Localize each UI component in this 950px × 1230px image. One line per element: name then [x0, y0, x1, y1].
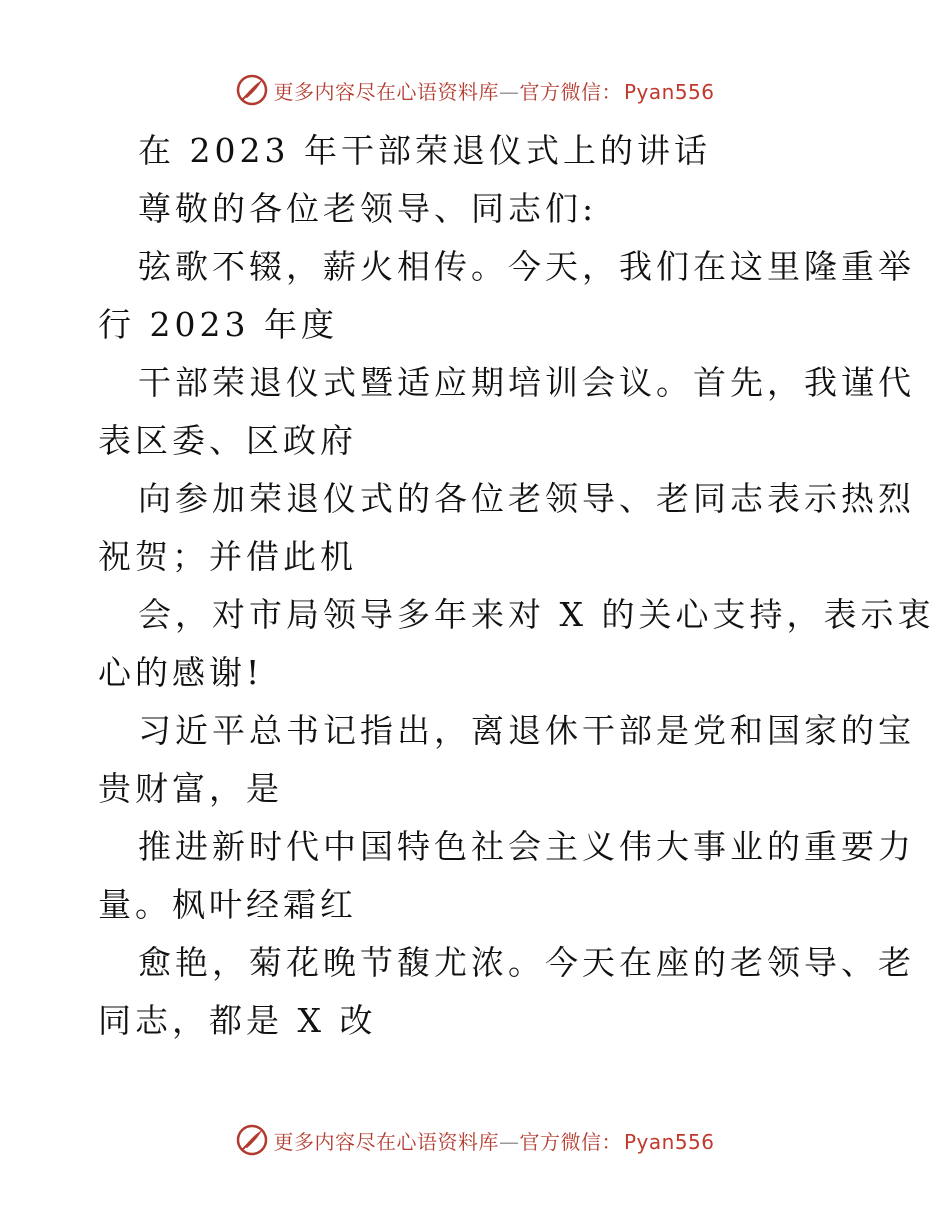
- text-line: 心的感谢!: [98, 653, 264, 692]
- salutation: 尊敬的各位老领导、同志们:: [138, 189, 598, 228]
- document-body: [98, 122, 935, 1050]
- text-line: 愈艳，菊花晚节馥尤浓。今天在座的老领导、老: [138, 943, 915, 982]
- watermark-official: 官方微信：: [519, 79, 622, 104]
- text-line: 会，对市局领导多年来对 X 的关心支持，表示衷: [138, 595, 935, 634]
- text-line: 同志，都是 X 改: [98, 1001, 377, 1040]
- header-watermark: [0, 70, 950, 110]
- text-line: 推进新时代中国特色社会主义伟大事业的重要力: [138, 827, 915, 866]
- text-line: 表区委、区政府: [98, 421, 357, 460]
- text-line: 量。枫叶经霜红: [98, 885, 357, 924]
- quill-pen-seal-icon: [235, 1123, 269, 1157]
- text-line: 贵财富，是: [98, 769, 283, 808]
- text-line: 习近平总书记指出，离退休干部是党和国家的宝: [138, 711, 915, 750]
- text-line: 干部荣退仪式暨适应期培训会议。首先，我谨代: [138, 363, 915, 402]
- watermark-dash: —: [498, 79, 520, 104]
- text-line: 弦歌不辍，薪火相传。今天，我们在这里隆重举: [138, 247, 915, 286]
- watermark-official: 官方微信：: [519, 1129, 622, 1154]
- watermark-wechat-id: Pyan556: [623, 79, 715, 104]
- footer-watermark: [0, 1120, 950, 1160]
- text-line: 祝贺；并借此机: [98, 537, 357, 576]
- document-title: 在 2023 年干部荣退仪式上的讲话: [138, 131, 711, 170]
- text-line: 行 2023 年度: [98, 305, 338, 344]
- watermark-text: [273, 1126, 714, 1155]
- quill-pen-seal-icon: [235, 73, 269, 107]
- watermark-main: 更多内容尽在心语资料库: [273, 1129, 499, 1154]
- watermark-dash: —: [498, 1129, 520, 1154]
- watermark-text: [273, 76, 714, 105]
- watermark-wechat-id: Pyan556: [623, 1129, 715, 1154]
- text-line: 向参加荣退仪式的各位老领导、老同志表示热烈: [138, 479, 915, 518]
- watermark-main: 更多内容尽在心语资料库: [273, 79, 499, 104]
